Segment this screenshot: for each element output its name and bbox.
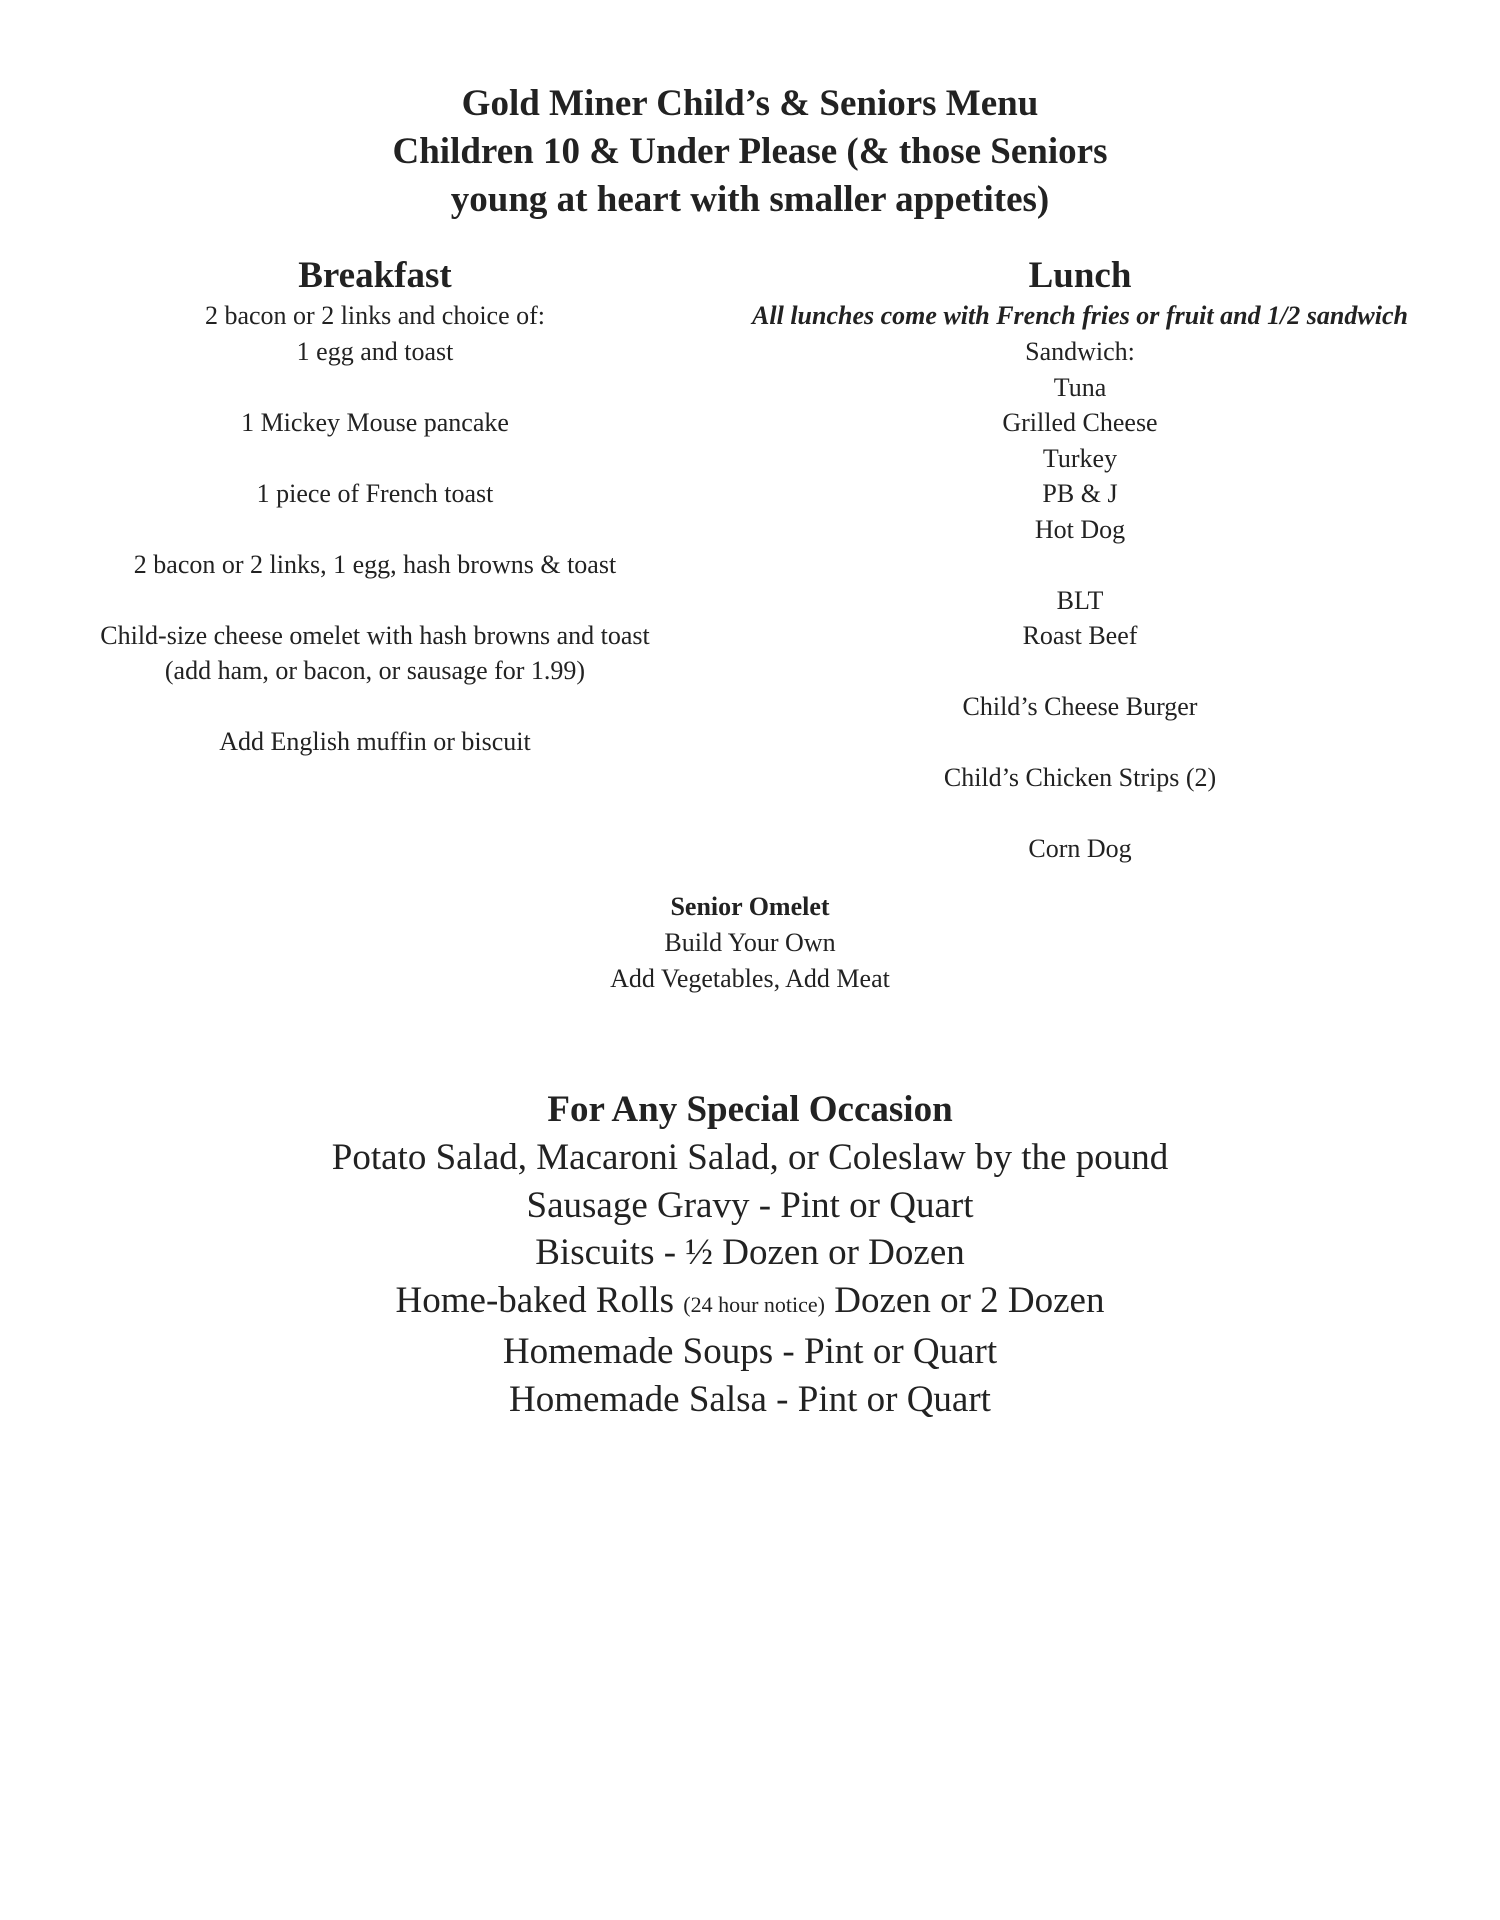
special-occasion-item: Homemade Soups - Pint or Quart [502,1331,998,1372]
menu-title [0,80,1500,224]
lunch-item: BLT [1056,585,1104,615]
rolls-notice: (24 hour notice) [683,1291,825,1317]
breakfast-section [40,254,710,760]
title-line-3: young at heart with smaller appetites) [450,179,1050,220]
title-line-1: Gold Miner Child’s & Seniors Menu [461,83,1039,124]
spacer [40,440,710,476]
lunch-item: Tuna [1053,372,1107,402]
senior-omelet-line: Build Your Own [664,928,836,957]
breakfast-item: Add English muffin or biscuit [219,727,531,756]
lunch-item: Sandwich: [1025,337,1135,366]
special-occasion-item: Homemade Salsa - Pint or Quart [509,1378,991,1420]
breakfast-item: 2 bacon or 2 links and choice of: [204,301,546,330]
spacer [40,582,710,618]
spacer [690,547,1470,583]
lunch-item: Corn Dog [1028,834,1132,863]
lunch-item: Roast Beef [1022,621,1138,650]
rolls-label: Home-baked Rolls [395,1279,684,1321]
special-occasion-item-rolls [0,1277,1500,1329]
spacer [40,369,710,405]
breakfast-heading: Breakfast [298,255,452,296]
title-line-2: Children 10 & Under Please (& those Seniors [392,131,1108,172]
senior-omelet-line: Add Vegetables, Add Meat [610,964,890,993]
lunch-item: Child’s Chicken Strips (2) [943,763,1217,792]
senior-omelet-title: Senior Omelet [670,892,830,921]
lunch-section [690,254,1470,867]
lunch-heading: Lunch [1028,255,1132,296]
breakfast-item: 2 bacon or 2 links, 1 egg, hash browns & toast [133,549,617,579]
lunch-item: PB & J [1042,479,1118,508]
spacer [690,796,1470,832]
special-occasion-item: Biscuits - ½ Dozen or Dozen [535,1232,965,1273]
special-occasion-item: Potato Salad, Macaroni Salad, or Coleslaw by the pound [331,1137,1169,1178]
rolls-quantity: Dozen or 2 Dozen [825,1279,1105,1321]
breakfast-item: 1 Mickey Mouse pancake [241,407,509,437]
special-occasion-item: Sausage Gravy - Pint or Quart [526,1184,974,1226]
special-occasion-heading: For Any Special Occasion [547,1089,953,1130]
lunch-item: Turkey [1042,443,1118,473]
lunch-subheading: All lunches come with French fries or fruit and 1/2 sandwich [752,301,1408,330]
lunch-item: Grilled Cheese [1002,408,1158,437]
breakfast-item: 1 piece of French toast [256,478,494,508]
breakfast-item: (add ham, or bacon, or sausage for 1.99) [164,656,586,685]
lunch-item: Child’s Cheese Burger [962,692,1198,721]
spacer [690,654,1470,690]
spacer [690,725,1470,761]
lunch-item: Hot Dog [1034,514,1126,544]
senior-omelet-section [0,889,1500,997]
special-occasion-section [0,1086,1500,1423]
breakfast-item: Child-size cheese omelet with hash browns and toast [100,620,650,650]
spacer [40,511,710,547]
breakfast-item: 1 egg and toast [296,336,454,366]
spacer [40,689,710,725]
